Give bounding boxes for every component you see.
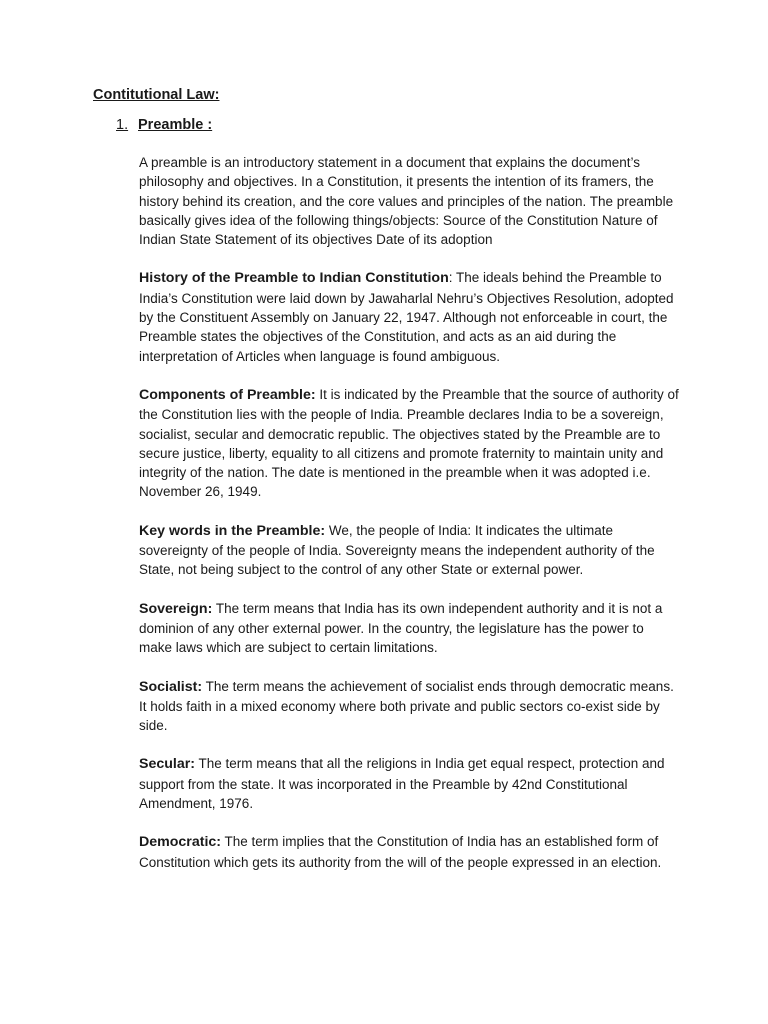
paragraph-key-words	[139, 521, 679, 580]
document-title: Contitutional Law:	[93, 87, 220, 103]
paragraph-term: Sovereign:	[139, 600, 213, 617]
section-heading	[116, 117, 212, 133]
paragraph-text: The term means the achievement of socialist ends through democratic means. It holds faith in a mixed economy where both private and public sectors co-exist side by side.	[139, 678, 674, 734]
paragraph-secular	[139, 754, 679, 813]
paragraph-democratic	[139, 832, 679, 872]
paragraph-sovereign	[139, 599, 679, 658]
document-body	[139, 153, 679, 891]
section-heading-label: Preamble :	[138, 117, 213, 133]
section-number: 1.	[116, 117, 129, 133]
paragraph-components	[139, 385, 679, 502]
paragraph-text: It is indicated by the Preamble that the source of authority of the Constitution lies with the people of India. Preamble declares India to be a sovereign, socialist, secular and democratic republic. The objectives stated by the Preamble are to secure justice, liberty, equality to all citizens and promote fraternity to maintain unity and integrity of the nation. The date is mentioned in the preamble when it was adopted i.e. November 26, 1949.	[139, 386, 679, 500]
paragraph-term: Democratic:	[139, 834, 222, 851]
paragraph-text: The term means that all the religions in India get equal respect, protection and support from the state. It was incorporated in the Preamble by 42nd Constitutional Amendment, 1976.	[139, 756, 665, 812]
paragraph-text: The term means that India has its own independent authority and it is not a dominion of any other external power. In the country, the legislature has the power to make laws which are subject to certain limitations.	[139, 600, 663, 656]
paragraph-term: Components of Preamble:	[139, 386, 316, 403]
paragraph-term: Secular:	[139, 756, 195, 773]
paragraph-socialist	[139, 677, 679, 736]
paragraph-term: Key words in the Preamble:	[139, 522, 326, 539]
paragraph-text: We, the people of India: It indicates the ultimate sovereignty of the people of India. Sovereignty means the independent authority of the State, not being subject to the control of any other State or external power.	[139, 522, 655, 578]
paragraph-text: : The ideals behind the Preamble to India’s Constitution were laid down by Jawaharlal Nehru’s Objectives Resolution, adopted by the Constituent Assembly on January 22, 1947. Although not enforceable in court, the Preamble states the objectives of the Constitution, and acts as an aid during the interpretation of Articles when language is found ambiguous.	[139, 270, 674, 364]
paragraph-history	[139, 268, 679, 365]
paragraph-term: Socialist:	[139, 678, 203, 695]
paragraph-text: The term implies that the Constitution of India has an established form of Constitution which gets its authority from the will of the people expressed in an election.	[139, 834, 662, 870]
paragraph-text: A preamble is an introductory statement in a document that explains the document’s philosophy and objectives. In a Constitution, it presents the intention of its framers, the history behind its creation, and the core values and principles of the nation. The preamble basically gives idea of the following things/objects: Source of the Constitution Nature of Indian State Statement of its objectives Date of its adoption	[139, 155, 674, 248]
paragraph-term: History of the Preamble to Indian Constitution	[139, 270, 449, 287]
paragraph-intro	[139, 153, 679, 249]
